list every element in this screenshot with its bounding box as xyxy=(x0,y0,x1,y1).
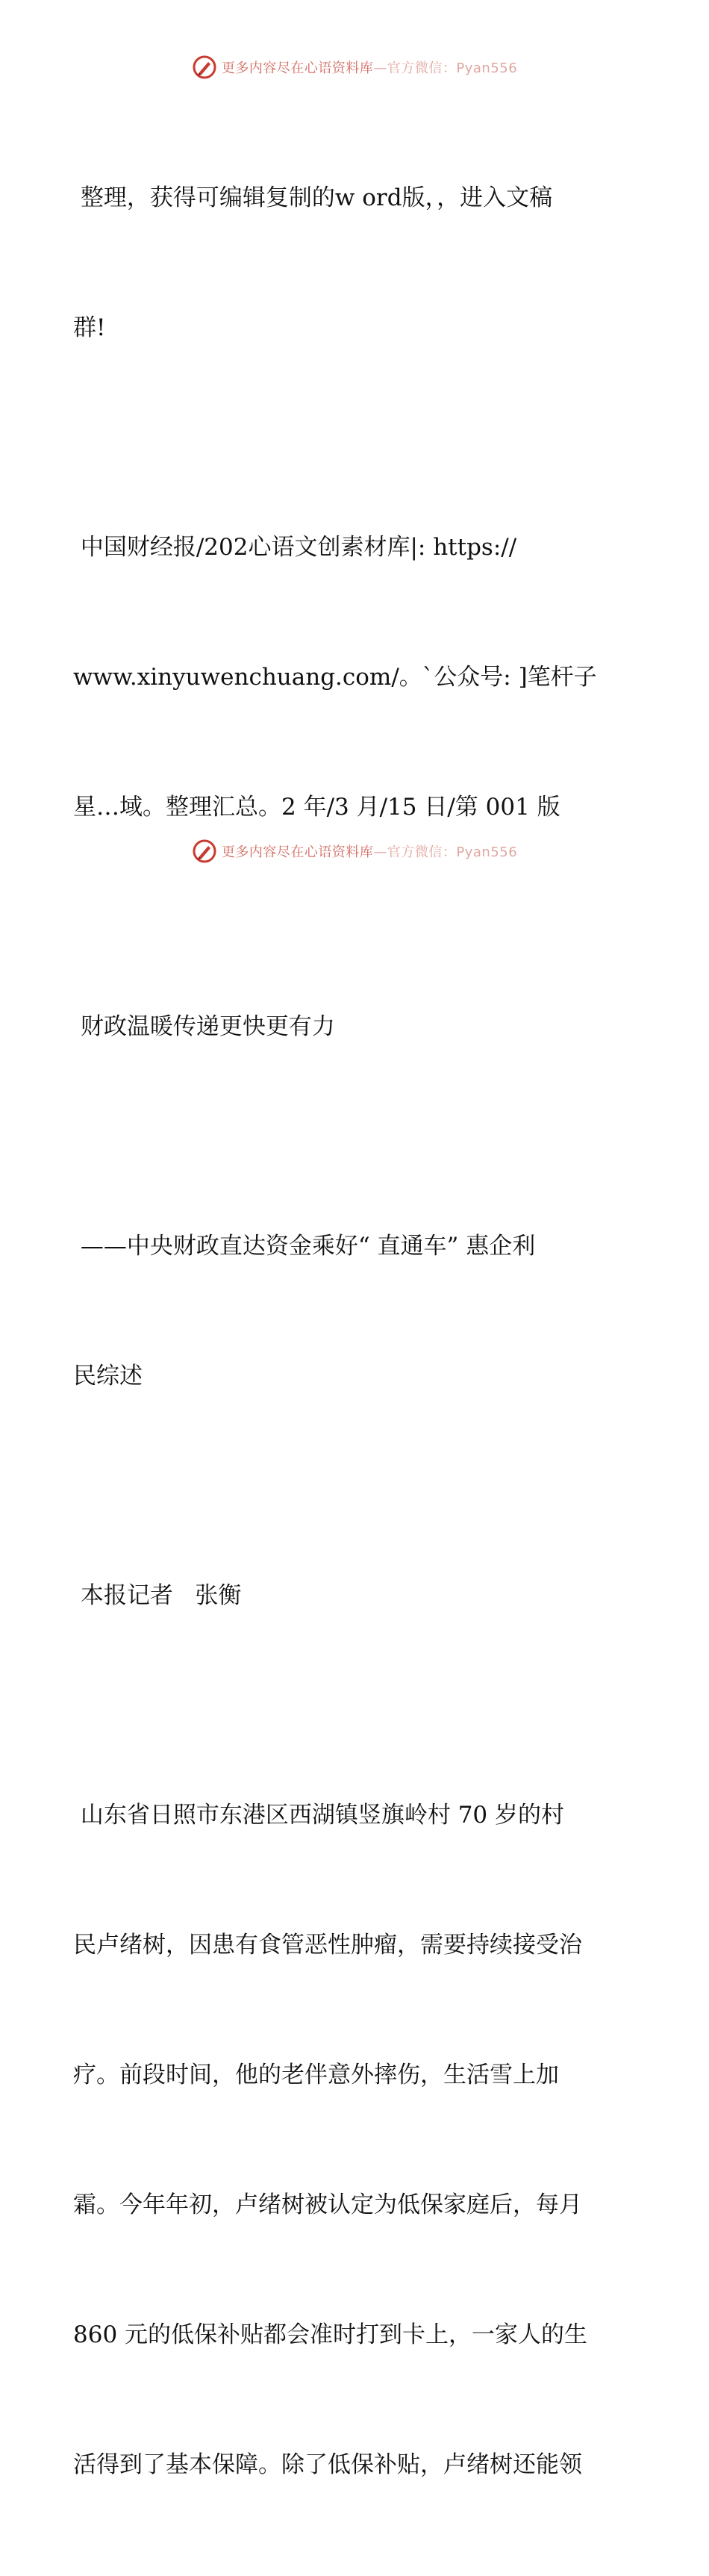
banner-primary-text: 更多内容尽在心语资料库 xyxy=(221,60,374,76)
article-headline xyxy=(73,918,640,1135)
article-body xyxy=(73,1707,640,2573)
pen-logo-icon xyxy=(192,55,217,80)
document-page xyxy=(73,90,640,2576)
intro-line: 群! xyxy=(73,314,106,341)
footer-banner xyxy=(0,836,709,866)
body-line: 疗。前段时间，他的老伴意外摔伤，生活雪上加 xyxy=(73,2062,559,2088)
banner-secondary-text: 官方微信： xyxy=(387,844,457,860)
source-line: 中国财经报/202心语文创素材库|: https:// xyxy=(73,534,517,561)
source-line: www.xinyuwenchuang.com/。`公众号: ]笔杆子 xyxy=(73,664,597,691)
body-line: 霜。今年年初，卢绪树被认定为低保家庭后，每月 xyxy=(73,2191,582,2218)
headline-line: 财政温暖传递更快更有力 xyxy=(73,1013,335,1040)
intro-paragraph xyxy=(73,90,640,436)
banner-label xyxy=(222,57,517,77)
subheadline-line: 民综述 xyxy=(73,1363,143,1390)
source-line: 星…域。整理汇总。2 年/3 月/15 日/第 001 版 xyxy=(73,794,560,821)
header-banner xyxy=(0,52,709,82)
banner-dash: — xyxy=(373,844,387,860)
body-line: 活得到了基本保障。除了低保补贴，卢绪树还能领 xyxy=(73,2451,582,2478)
byline-line: 本报记者 张衡 xyxy=(73,1582,242,1609)
intro-line: 整理，获得可编辑复制的w ord版，，进入文稿 xyxy=(73,184,553,211)
banner-label xyxy=(222,841,517,861)
article-byline xyxy=(73,1487,640,1704)
banner-secondary-text: 官方微信： xyxy=(387,60,457,76)
banner-primary-text: 更多内容尽在心语资料库 xyxy=(221,844,374,860)
body-line: 860 元的低保补贴都会准时打到卡上，一家人的生 xyxy=(73,2321,588,2348)
subheadline-line: ——中央财政直达资金乘好“ 直通车” 惠企利 xyxy=(73,1233,536,1260)
banner-dash: — xyxy=(373,60,387,76)
body-line: 山东省日照市东港区西湖镇竖旗岭村 70 岁的村 xyxy=(73,1802,565,1829)
article-subheadline xyxy=(73,1138,640,1484)
banner-account-text: Pyan556 xyxy=(456,60,518,76)
body-line: 民卢绪树，因患有食管恶性肿瘤，需要持续接受治 xyxy=(73,1932,582,1959)
banner-account-text: Pyan556 xyxy=(456,844,518,860)
pen-logo-icon xyxy=(192,839,217,864)
